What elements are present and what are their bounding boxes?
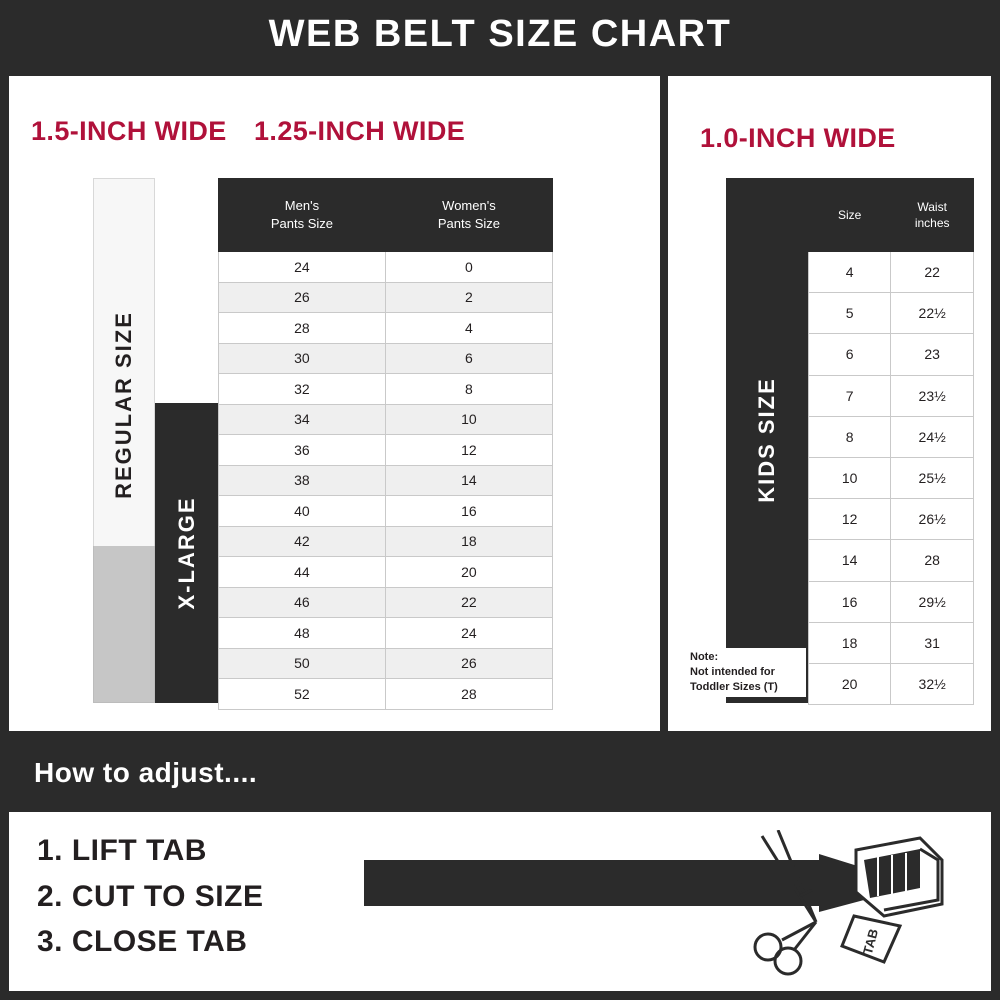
cell-kids-size: 6	[809, 334, 891, 375]
table-row	[219, 648, 553, 679]
table-row	[219, 282, 553, 313]
kids-category-label: KIDS SIZE	[754, 377, 779, 503]
column-header-waist-line1: Waist	[917, 199, 947, 214]
kids-category-column	[686, 178, 808, 703]
belt-illustration	[364, 830, 964, 985]
cell-mens-size: 44	[219, 557, 386, 588]
cell-kids-waist: 28	[891, 540, 974, 581]
cell-mens-size: 42	[219, 526, 386, 557]
cell-kids-waist: 29½	[891, 581, 974, 622]
column-header-womens-line2: Pants Size	[437, 216, 501, 231]
table-row	[809, 334, 974, 375]
column-header-waist-line2: inches	[914, 216, 950, 230]
how-to-adjust-label: How to adjust....	[34, 757, 258, 788]
cell-kids-waist: 32½	[891, 663, 974, 704]
adult-size-panel	[9, 76, 660, 731]
adult-size-table	[218, 178, 553, 710]
cell-womens-size: 26	[385, 648, 552, 679]
cell-mens-size: 24	[219, 252, 386, 283]
cell-kids-size: 18	[809, 622, 891, 663]
table-row	[809, 499, 974, 540]
label-width-1-5-inch: 1.5-INCH WIDE	[31, 116, 227, 146]
table-row	[219, 618, 553, 649]
instruction-step-2: 2. CUT TO SIZE	[37, 879, 264, 913]
table-row	[219, 343, 553, 374]
table-header-row	[809, 179, 974, 252]
cell-mens-size: 48	[219, 618, 386, 649]
cell-mens-size: 28	[219, 313, 386, 344]
table-row	[219, 526, 553, 557]
table-row	[219, 404, 553, 435]
cell-womens-size: 16	[385, 496, 552, 527]
cell-womens-size: 24	[385, 618, 552, 649]
table-row	[809, 622, 974, 663]
cell-womens-size: 2	[385, 282, 552, 313]
cell-mens-size: 40	[219, 496, 386, 527]
cell-womens-size: 14	[385, 465, 552, 496]
cell-womens-size: 10	[385, 404, 552, 435]
cell-mens-size: 38	[219, 465, 386, 496]
cell-kids-waist: 23½	[891, 375, 974, 416]
cell-kids-size: 16	[809, 581, 891, 622]
column-header-womens-pants-size	[385, 179, 552, 252]
cell-mens-size: 26	[219, 282, 386, 313]
cell-kids-waist: 26½	[891, 499, 974, 540]
cell-kids-waist: 31	[891, 622, 974, 663]
cell-kids-waist: 23	[891, 334, 974, 375]
kids-note-line3: Toddler Sizes (T)	[690, 681, 778, 694]
cell-kids-size: 4	[809, 252, 891, 293]
header-band	[0, 0, 1000, 68]
label-width-1-0-inch: 1.0-INCH WIDE	[700, 123, 896, 153]
instruction-steps	[37, 828, 263, 965]
cell-kids-size: 12	[809, 499, 891, 540]
cell-womens-size: 4	[385, 313, 552, 344]
page-title: WEB BELT SIZE CHART	[268, 13, 732, 55]
cell-womens-size: 18	[385, 526, 552, 557]
kids-chart	[686, 178, 974, 703]
cell-kids-size: 7	[809, 375, 891, 416]
lift-tab-icon	[842, 916, 900, 962]
cell-womens-size: 8	[385, 374, 552, 405]
table-row	[809, 293, 974, 334]
table-row	[219, 679, 553, 710]
belt-strap-shape	[364, 860, 794, 906]
table-row	[809, 581, 974, 622]
buckle-icon	[856, 838, 942, 916]
cell-kids-size: 10	[809, 457, 891, 498]
cell-mens-size: 46	[219, 587, 386, 618]
cell-kids-size: 20	[809, 663, 891, 704]
cell-kids-waist: 25½	[891, 457, 974, 498]
table-row	[219, 374, 553, 405]
table-row	[809, 416, 974, 457]
column-header-mens-line2: Pants Size	[270, 216, 334, 231]
category-regular-size-shaded-extension	[93, 546, 155, 703]
table-row	[219, 313, 553, 344]
column-header-mens-line1: Men's	[284, 198, 320, 214]
cell-womens-size: 6	[385, 343, 552, 374]
cell-mens-size: 36	[219, 435, 386, 466]
cell-mens-size: 50	[219, 648, 386, 679]
cell-kids-size: 14	[809, 540, 891, 581]
table-row	[219, 557, 553, 588]
cell-womens-size: 12	[385, 435, 552, 466]
cell-kids-waist: 24½	[891, 416, 974, 457]
table-row	[809, 252, 974, 293]
instruction-step-3: 3. CLOSE TAB	[37, 925, 248, 959]
column-header-womens-line1: Women's	[442, 198, 496, 214]
cell-kids-waist: 22	[891, 252, 974, 293]
table-row	[219, 465, 553, 496]
table-row	[809, 540, 974, 581]
instruction-step-1: 1. LIFT TAB	[37, 834, 207, 867]
cell-mens-size: 34	[219, 404, 386, 435]
cell-womens-size: 0	[385, 252, 552, 283]
cell-womens-size: 22	[385, 587, 552, 618]
table-row	[219, 496, 553, 527]
category-xlarge-block	[155, 403, 218, 703]
column-header-mens-pants-size	[219, 179, 386, 252]
category-xlarge-label: X-LARGE	[173, 496, 199, 610]
kids-note	[688, 648, 806, 697]
kids-note-line1: Note:	[690, 651, 719, 664]
table-row	[219, 252, 553, 283]
how-to-adjust-band	[0, 739, 1000, 807]
kids-size-panel	[668, 76, 991, 731]
cell-mens-size: 32	[219, 374, 386, 405]
cell-womens-size: 20	[385, 557, 552, 588]
cell-kids-size: 8	[809, 416, 891, 457]
category-regular-size-label: REGULAR SIZE	[111, 310, 136, 499]
label-width-1-25-inch: 1.25-INCH WIDE	[254, 116, 466, 146]
cell-kids-waist: 22½	[891, 293, 974, 334]
kids-note-line2: Not intended for	[690, 666, 775, 679]
table-row	[809, 375, 974, 416]
table-row	[219, 435, 553, 466]
table-row	[809, 457, 974, 498]
adult-chart	[93, 178, 553, 703]
column-header-waist-inches	[891, 179, 974, 252]
belt-buckle-and-scissors-illustration	[364, 830, 964, 985]
kids-size-table	[808, 178, 974, 705]
cell-mens-size: 52	[219, 679, 386, 710]
cell-mens-size: 30	[219, 343, 386, 374]
instructions-panel	[9, 812, 991, 991]
cell-womens-size: 28	[385, 679, 552, 710]
table-header-row	[219, 179, 553, 252]
table-row	[809, 663, 974, 704]
column-header-size: Size	[809, 179, 891, 252]
kids-category-white-gap	[686, 250, 726, 703]
tab-label: TAB	[859, 927, 882, 956]
adult-category-column	[93, 178, 218, 703]
cell-kids-size: 5	[809, 293, 891, 334]
table-row	[219, 587, 553, 618]
